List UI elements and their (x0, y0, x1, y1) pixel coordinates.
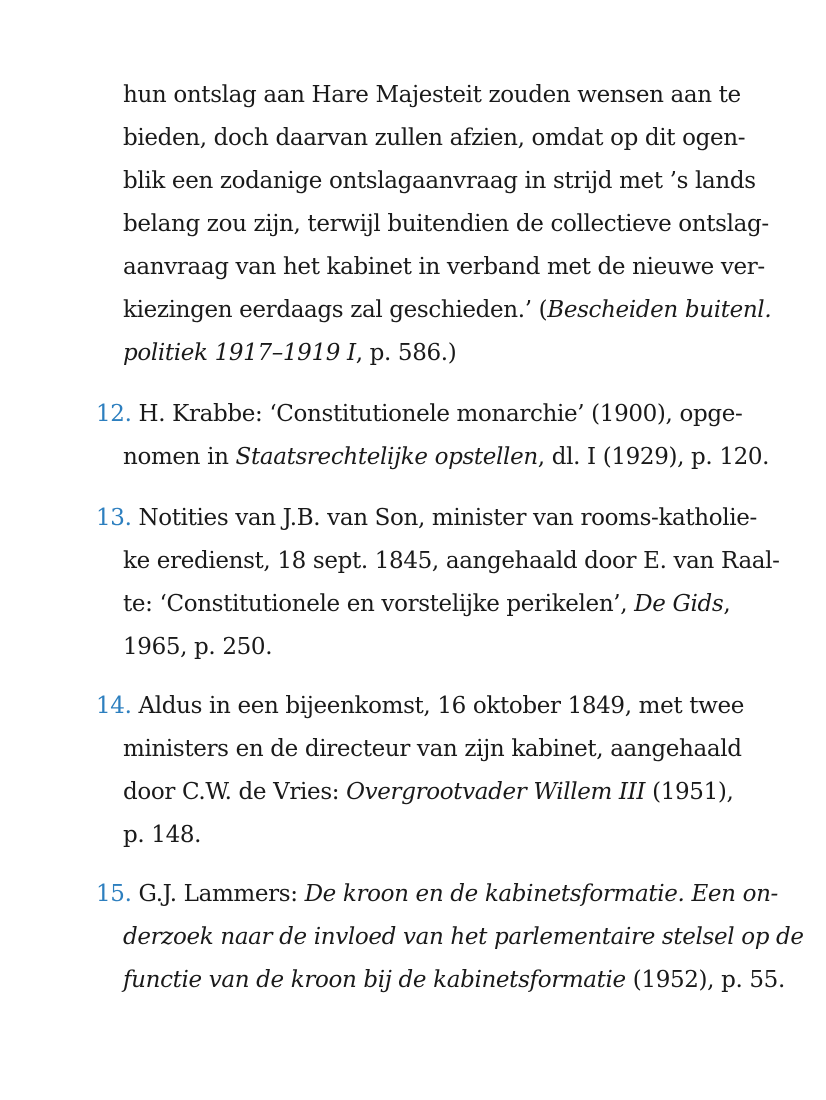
italic-title: Staatsrechtelijke opstellen (235, 444, 538, 470)
footnote-number: 13. (96, 505, 132, 531)
text-line: aanvraag van het kabinet in verband met de nieuwe ver- (123, 254, 765, 280)
text-line: bieden, doch daarvan zullen afzien, omdat op dit ogen- (123, 125, 746, 151)
text-line: 1965, p. 250. (123, 634, 273, 660)
text-span: kiezingen eerdaags zal geschieden.’ ( (123, 297, 548, 323)
italic-title: Bescheiden buitenl. (547, 297, 772, 323)
footnote-number: 14. (96, 693, 132, 719)
text-line (96, 393, 776, 436)
text-span: Notities van J.B. van Son, minister van rooms-katholie- (131, 505, 757, 531)
text-span: , p. 586.) (355, 340, 457, 366)
text-line: ministers en de directeur van zijn kabinet, aangehaald (123, 736, 742, 762)
text-line (96, 916, 804, 959)
text-line: ke eredienst, 18 sept. 1845, aangehaald door E. van Raal- (123, 548, 780, 574)
text-span: te: ‘Constitutionele en vorstelijke perikelen’, (123, 591, 635, 617)
text-span: (1951), (645, 779, 734, 805)
text-span: door C.W. de Vries: (123, 779, 347, 805)
footnote-number: 12. (96, 401, 132, 427)
text-line (96, 583, 776, 626)
text-span: , dl. I (1929), p. 120. (537, 444, 770, 470)
text-span: Aldus in een bijeenkomst, 16 oktober 1849, met twee (131, 693, 744, 719)
text-line (96, 436, 776, 479)
italic-title: De Gids (634, 591, 724, 617)
text-line (123, 332, 773, 375)
footnote-15 (96, 873, 804, 1002)
text-line (96, 873, 776, 916)
text-line (96, 959, 785, 1002)
italic-title: functie van de kroon bij de kabinetsformatie (123, 967, 626, 993)
italic-title: politiek 1917–1919 I (123, 340, 356, 366)
text-line: belang zou zijn, terwijl buitendien de collectieve ontslag- (123, 211, 769, 237)
text-line: hun ontslag aan Hare Majesteit zouden wensen aan te (123, 82, 741, 108)
italic-title: De kroon en de kabinetsformatie. Een on- (304, 881, 778, 907)
text-span: (1952), p. 55. (625, 967, 785, 993)
text-line: p. 148. (123, 822, 202, 848)
text-line (96, 771, 776, 814)
text-span: G.J. Lammers: (131, 881, 305, 907)
text-span: , (723, 591, 731, 617)
continued-footnote (123, 74, 773, 375)
footnote-14 (96, 685, 776, 857)
text-line: blik een zodanige ontslagaanvraag in strijd met ’s lands (123, 168, 756, 194)
italic-title: derzoek naar de invloed van het parlementaire stelsel op de (123, 924, 804, 950)
text-span: H. Krabbe: ‘Constitutionele monarchie’ (1900), opge- (131, 401, 743, 427)
footnote-13 (96, 497, 780, 669)
text-line (96, 685, 776, 728)
footnote-number: 15. (96, 881, 132, 907)
text-line (123, 289, 773, 332)
footnote-12 (96, 393, 776, 479)
text-span: nomen in (123, 444, 236, 470)
italic-title: Overgrootvader Willem III (346, 779, 646, 805)
text-line (96, 497, 776, 540)
